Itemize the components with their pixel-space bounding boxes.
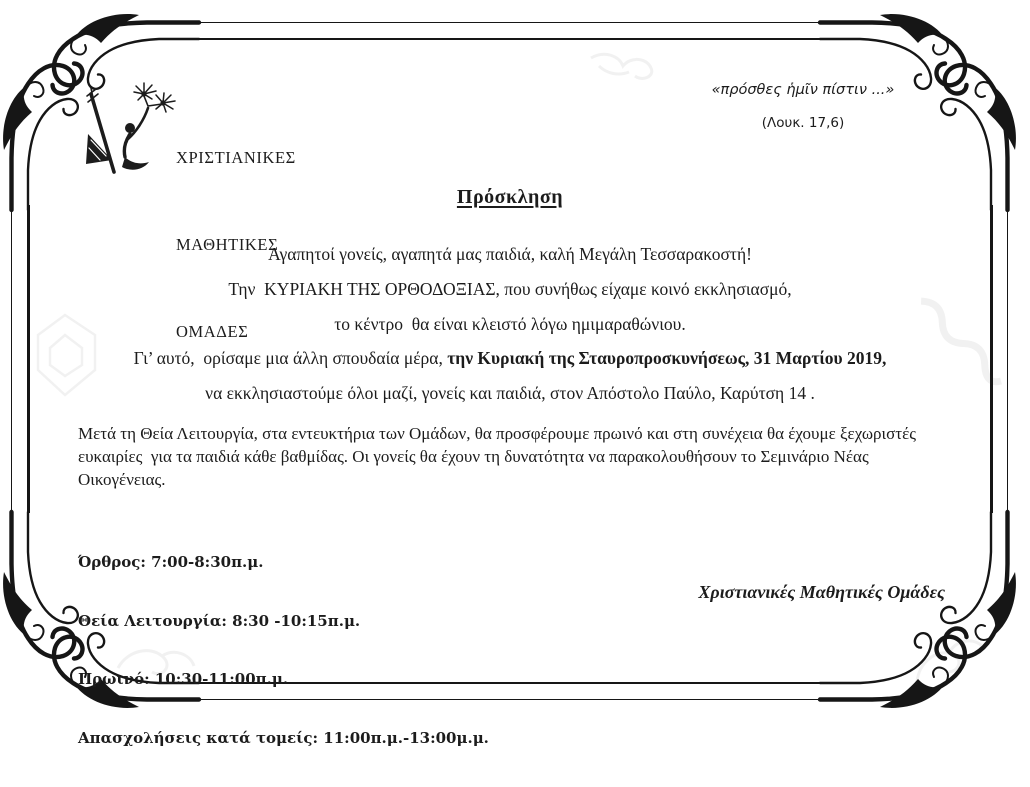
watermark-swirl bbox=[585, 48, 665, 84]
body-line-center-closed: το κέντρο θα είναι κλειστό λόγω ημιμαραθώνιου. bbox=[334, 314, 686, 334]
signature-org-name: Χριστιανικές Μαθητικές Ομάδες bbox=[698, 582, 945, 602]
invitation-title: Πρόσκληση bbox=[456, 186, 564, 208]
schedule-line-liturgy: Θεία Λειτουργία: 8:30 -10:15π.μ. bbox=[78, 611, 361, 630]
scripture-verse-reference: (Λουκ. 17,6) bbox=[761, 115, 845, 131]
scripture-verse-block bbox=[648, 82, 958, 131]
body-line-new-date-prefix: Γι’ αυτό, ορίσαμε μια άλλη σπουδαία μέρα, bbox=[133, 348, 448, 368]
schedule-line-activities: Απασχολήσεις κατά τομείς: 11:00π.μ.-13:00μ.μ. bbox=[78, 728, 489, 747]
greeting-line: Αγαπητοί γονείς, αγαπητά μας παιδιά, καλή Μεγάλη Τεσσαρακοστή! bbox=[268, 244, 752, 264]
scripture-verse-text: «πρόσθες ἡμῖν πίστιν ...» bbox=[711, 82, 895, 98]
org-logo-trumpeter-icon bbox=[78, 82, 180, 176]
watermark-diagonal-text-smudge bbox=[903, 283, 1016, 396]
body-line-new-date-emphasis: την Κυριακή της Σταυροπροσκυνήσεως, 31 Μαρτίου 2019, bbox=[447, 348, 887, 368]
body-line-orthodoxy-sunday: Την ΚΥΡΙΑΚΗ ΤΗΣ ΟΡΘΟΔΟΞΙΑΣ, που συνήθως είχαμε κοινό εκκλησιασμό, bbox=[228, 279, 792, 299]
frame-top-outer-line bbox=[195, 22, 829, 24]
schedule-line-orthros: Όρθρος: 7:00-8:30π.μ. bbox=[78, 553, 264, 571]
frame-top-inner-line bbox=[195, 38, 829, 41]
schedule-line-breakfast: Πρωινό: 10:30-11:00π.μ. bbox=[78, 670, 289, 688]
body-line-new-date bbox=[0, 348, 1020, 369]
schedule-block bbox=[78, 514, 489, 787]
org-name-line-2: ΜΑΘΗΤΙΚΕΣ bbox=[176, 235, 279, 254]
body-line-church-location: να εκκλησιαστούμε όλοι μαζί, γονείς και παιδιά, στον Απόστολο Παύλο, Καρύτση 14 . bbox=[205, 383, 815, 403]
org-name-line-3: ΟΜΑΔΕΣ bbox=[176, 322, 249, 341]
org-name-line-1: ΧΡΙΣΤΙΑΝΙΚΕΣ bbox=[176, 148, 296, 167]
after-liturgy-paragraph: Μετά τη Θεία Λειτουργία, στα εντευκτήρια των Ομάδων, θα προσφέρουμε πρωινό και στη συνέχεια θα έχουμε ξεχωριστές ευκαιρίες για τα παιδιά κάθε βαθμίδας. Οι γονείς θα έχουν τη δυνατότητα να παρακολουθήσουν το Σεμινάριο Νέας Οικογένειας. bbox=[78, 424, 921, 489]
